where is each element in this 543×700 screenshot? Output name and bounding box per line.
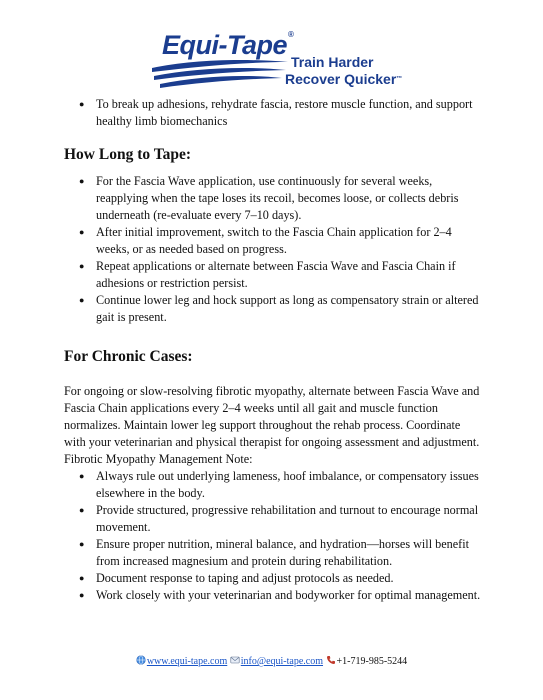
registered-mark: ® [288,30,294,39]
tagline [285,54,402,88]
list-item [64,468,484,502]
trademark-mark: ™ [396,76,403,82]
list-item-text: For the Fascia Wave application, use continuously for several weeks, reapplying when the tape loses its recoil, becomes loose, or collects debris underneath (re-evaluate every 7–10 days). [96,174,459,222]
email-link[interactable]: info@equi-tape.com [240,656,324,667]
bullet-icon: ● [79,539,85,549]
list-item-text: Continue lower leg and hock support as long as compensatory strain or altered gait is present. [96,293,479,324]
chronic-cases-heading: For Chronic Cases: [64,348,193,365]
bullet-icon: ● [79,505,85,515]
bullet-icon: ● [79,261,85,271]
swoosh-logo-graphic [150,56,290,90]
phone-icon [326,655,336,665]
list-item [64,502,484,536]
list-item-text: Always rule out underlying lameness, hoof imbalance, or compensatory issues elsewhere in the body. [96,469,479,500]
list-item [64,173,484,224]
list-item-text: Repeat applications or alternate between Fascia Wave and Fascia Chain if adhesions or restriction persist. [96,259,456,290]
list-item-text: Document response to taping and adjust protocols as needed. [96,571,394,585]
email-icon [230,655,240,665]
tagline-line-1: Train Harder [291,54,374,70]
list-item-text: After initial improvement, switch to the Fascia Chain application for 2–4 weeks, or as needed based on progress. [96,225,452,256]
list-item-text: Provide structured, progressive rehabilitation and turnout to encourage normal movement. [96,503,479,534]
chronic-paragraph: For ongoing or slow-resolving fibrotic myopathy, alternate between Fascia Wave and Fascia Chain applications every 2–4 weeks until all gait and muscle function normalizes. Maintain lower leg support throughout the rehab process. Coordinate with your veterinarian and physical therapist for ongoing assessment and adjustment. [64,384,480,449]
management-note-label: Fibrotic Myopathy Management Note: [64,452,253,466]
bullet-icon: ● [79,99,85,109]
list-item [64,292,484,326]
bullet-icon: ● [79,176,85,186]
list-item-text: Work closely with your veterinarian and bodyworker for optimal management. [96,588,481,602]
list-item [64,224,484,258]
how-long-bullet-list [64,173,484,326]
bullet-icon: ● [79,471,85,481]
bullet-icon: ● [79,295,85,305]
management-bullet-list [64,468,484,604]
website-link[interactable]: www.equi-tape.com [146,656,228,667]
tagline-line-2 [285,71,402,88]
bullet-icon: ● [79,227,85,237]
bullet-icon: ● [79,590,85,600]
footer-contact [0,655,543,667]
tagline-line-2-text: Recover Quicker [285,71,397,87]
list-item-text: To break up adhesions, rehydrate fascia, restore muscle function, and support healthy limb biomechanics [96,97,473,128]
list-item [64,570,484,587]
list-item [64,587,484,604]
document-body [64,96,484,604]
intro-bullet-list [64,96,484,130]
globe-icon [136,655,146,665]
phone-number: +1-719-985-5244 [336,656,408,667]
list-item-text: Ensure proper nutrition, mineral balance, and hydration—horses will benefit from increased magnesium and protein during rehabilitation. [96,537,469,568]
brand-name: Equi-Tape [162,30,288,60]
how-long-heading: How Long to Tape: [64,146,192,163]
bullet-icon: ● [79,573,85,583]
list-item [64,536,484,570]
header-logo [150,30,403,92]
list-item [64,96,484,130]
list-item [64,258,484,292]
